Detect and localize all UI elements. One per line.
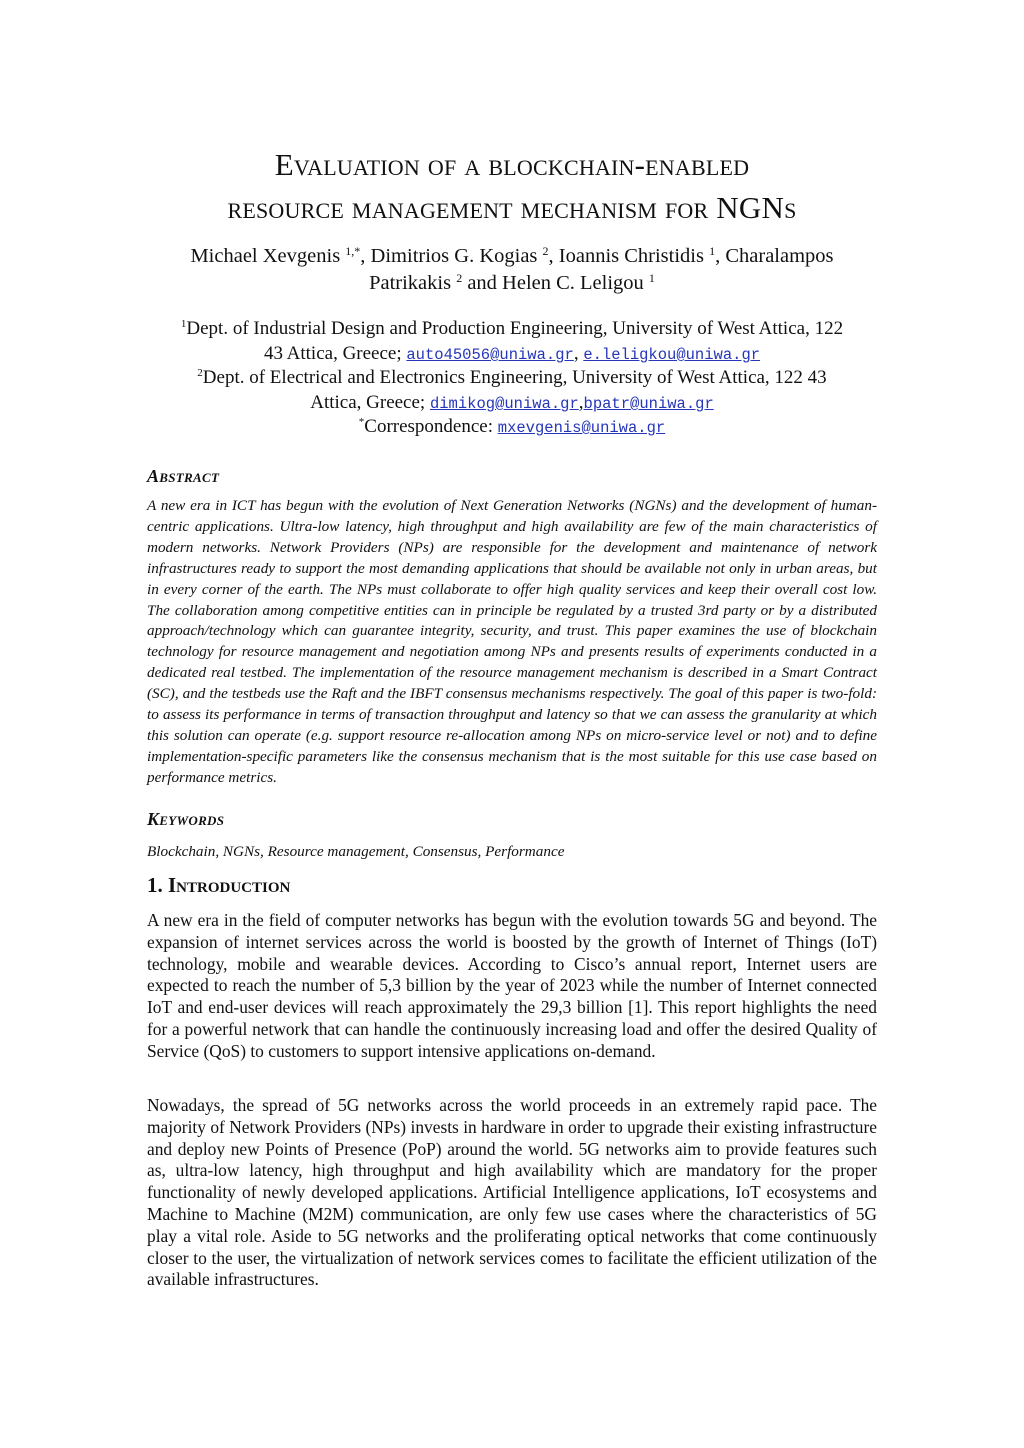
author-3: , Ioannis Christidis — [548, 245, 704, 267]
affiliation-2-line-1 — [120, 366, 904, 390]
email-link-mxevgenis[interactable]: mxevgenis@uniwa.gr — [497, 419, 666, 437]
author-2-affiliation: 2 — [542, 244, 549, 258]
correspondence-label: Correspondence: — [364, 416, 494, 437]
correspondence-line — [120, 415, 904, 440]
email-link-auto45056[interactable]: auto45056@uniwa.gr — [406, 346, 574, 364]
author-4: , Charalampos — [715, 245, 834, 267]
author-list-line-2 — [140, 270, 884, 297]
abstract-text: A new era in ICT has begun with the evolution of Next Generation Networks (NGNs) and the development of human-centric applications. Ultra-low latency, high throughput and high availability are few of the main characteristics of modern networks. Network Providers (NPs) are responsible for the development and maintenance of network infrastructures ready to support the most demanding applications that should be available not only in urban areas, but in every corner of the earth. The NPs must collaborate to offer high quality services and keep their overall cost low. The collaboration among competitive entities can in principle be regulated by a trusted 3rd party or by a distributed approach/technology which can guarantee integrity, security, and trust. This paper examines the use of blockchain technology for resource management and negotiation among NPs and presents results of experiments conducted in a dedicated real testbed. The implementation of the resource management mechanism is described in a Smart Contract (SC), and the testbeds use the Raft and the IBFT consensus mechanisms respectively. The goal of this paper is two-fold: to assess its performance in terms of transaction throughput and latency so that we can assess the granularity at which this solution can operate (e.g. support resource re-allocation among NPs on micro-service level or not) and to define implementation-specific parameters like the consensus mechanism that is the most suitable for this use case based on performance metrics. — [147, 497, 877, 786]
introduction-paragraph-1: A new era in the field of computer networks has begun with the evolution towards 5G and beyond. The expansion of internet services across the world is boosted by the growth of Internet of Things (IoT) technology, mobile and wearable devices. According to Cisco’s annual report, Internet users are expected to reach the number of 5,3 billion by the year of 2023 while the number of Internet connected IoT and end-user devices will reach approximately the 29,3 billion [1]. This report highlights the need for a powerful network that can handle the continuously increasing load and offer the desired Quality of Service (QoS) to customers to support intensive applications on-demand. — [147, 910, 877, 1061]
paper-title-line-2: resource management mechanism for NGNs — [227, 190, 797, 225]
keywords-text: Blockchain, NGNs, Resource management, Consensus, Performance — [147, 843, 565, 860]
author-5: and Helen C. Leligou — [467, 272, 644, 294]
author-2: , Dimitrios G. Kogias — [360, 245, 538, 267]
affiliation-2-marker: 2 — [197, 367, 203, 379]
affiliation-1-marker: 1 — [180, 318, 187, 330]
affiliation-1-line-2: 43 Attica, Greece; auto45056@uniwa.gr, e.leligkou@uniwa.gr — [263, 343, 761, 364]
author-4-continued: Patrikakis — [369, 272, 452, 294]
email-link-dimikog[interactable]: dimikog@uniwa.gr — [429, 395, 579, 413]
keywords-heading: Keywords — [147, 809, 225, 829]
author-5-affiliation: 1 — [648, 271, 655, 285]
introduction-heading: 1. Introduction — [147, 873, 291, 897]
affiliation-2-location: Attica, Greece; — [310, 392, 426, 413]
author-1: Michael Xevgenis — [190, 245, 341, 267]
abstract-heading: Abstract — [147, 466, 220, 486]
email-link-leligkou[interactable]: e.leligkou@uniwa.gr — [583, 346, 761, 364]
affiliation-1-location: 43 Attica, Greece; — [263, 343, 402, 364]
author-4-affiliation: 2 — [456, 271, 463, 285]
author-1-affiliation: 1,* — [345, 244, 361, 258]
correspondence-marker: * — [358, 416, 365, 428]
paper-title-line-1: Evaluation of a blockchain-enabled — [274, 147, 750, 182]
affiliation-2-line-2: Attica, Greece; dimikog@uniwa.gr,bpatr@uniwa.gr — [310, 392, 714, 413]
affiliation-1-line-1 — [120, 317, 904, 341]
email-link-bpatr[interactable]: bpatr@uniwa.gr — [583, 395, 714, 413]
affiliation-1-text: Dept. of Industrial Design and Production Engineering, University of West Attica, 122 — [186, 318, 844, 339]
introduction-paragraph-2: Nowadays, the spread of 5G networks across the world proceeds in an extremely rapid pace. The majority of Network Providers (NPs) invests in hardware in order to upgrade their existing infrastructure and deploy new Points of Presence (PoP) around the world. 5G networks aim to provide features such as, ultra-low latency, high throughput and high availability which are mandatory for the proper functionality of newly developed applications. Artificial Intelligence applications, IoT ecosystems and Machine to Machine (M2M) communication, are only few use cases where the characteristics of 5G play a vital role. Aside to 5G networks and the proliferating optical networks that come continuously closer to the user, the virtualization of network services comes to facilitate the efficient utilization of the available infrastructures. — [147, 1095, 877, 1290]
author-3-affiliation: 1 — [709, 244, 716, 258]
author-list-line-1 — [140, 243, 884, 270]
affiliation-2-text: Dept. of Electrical and Electronics Engineering, University of West Attica, 122 43 — [202, 367, 827, 388]
